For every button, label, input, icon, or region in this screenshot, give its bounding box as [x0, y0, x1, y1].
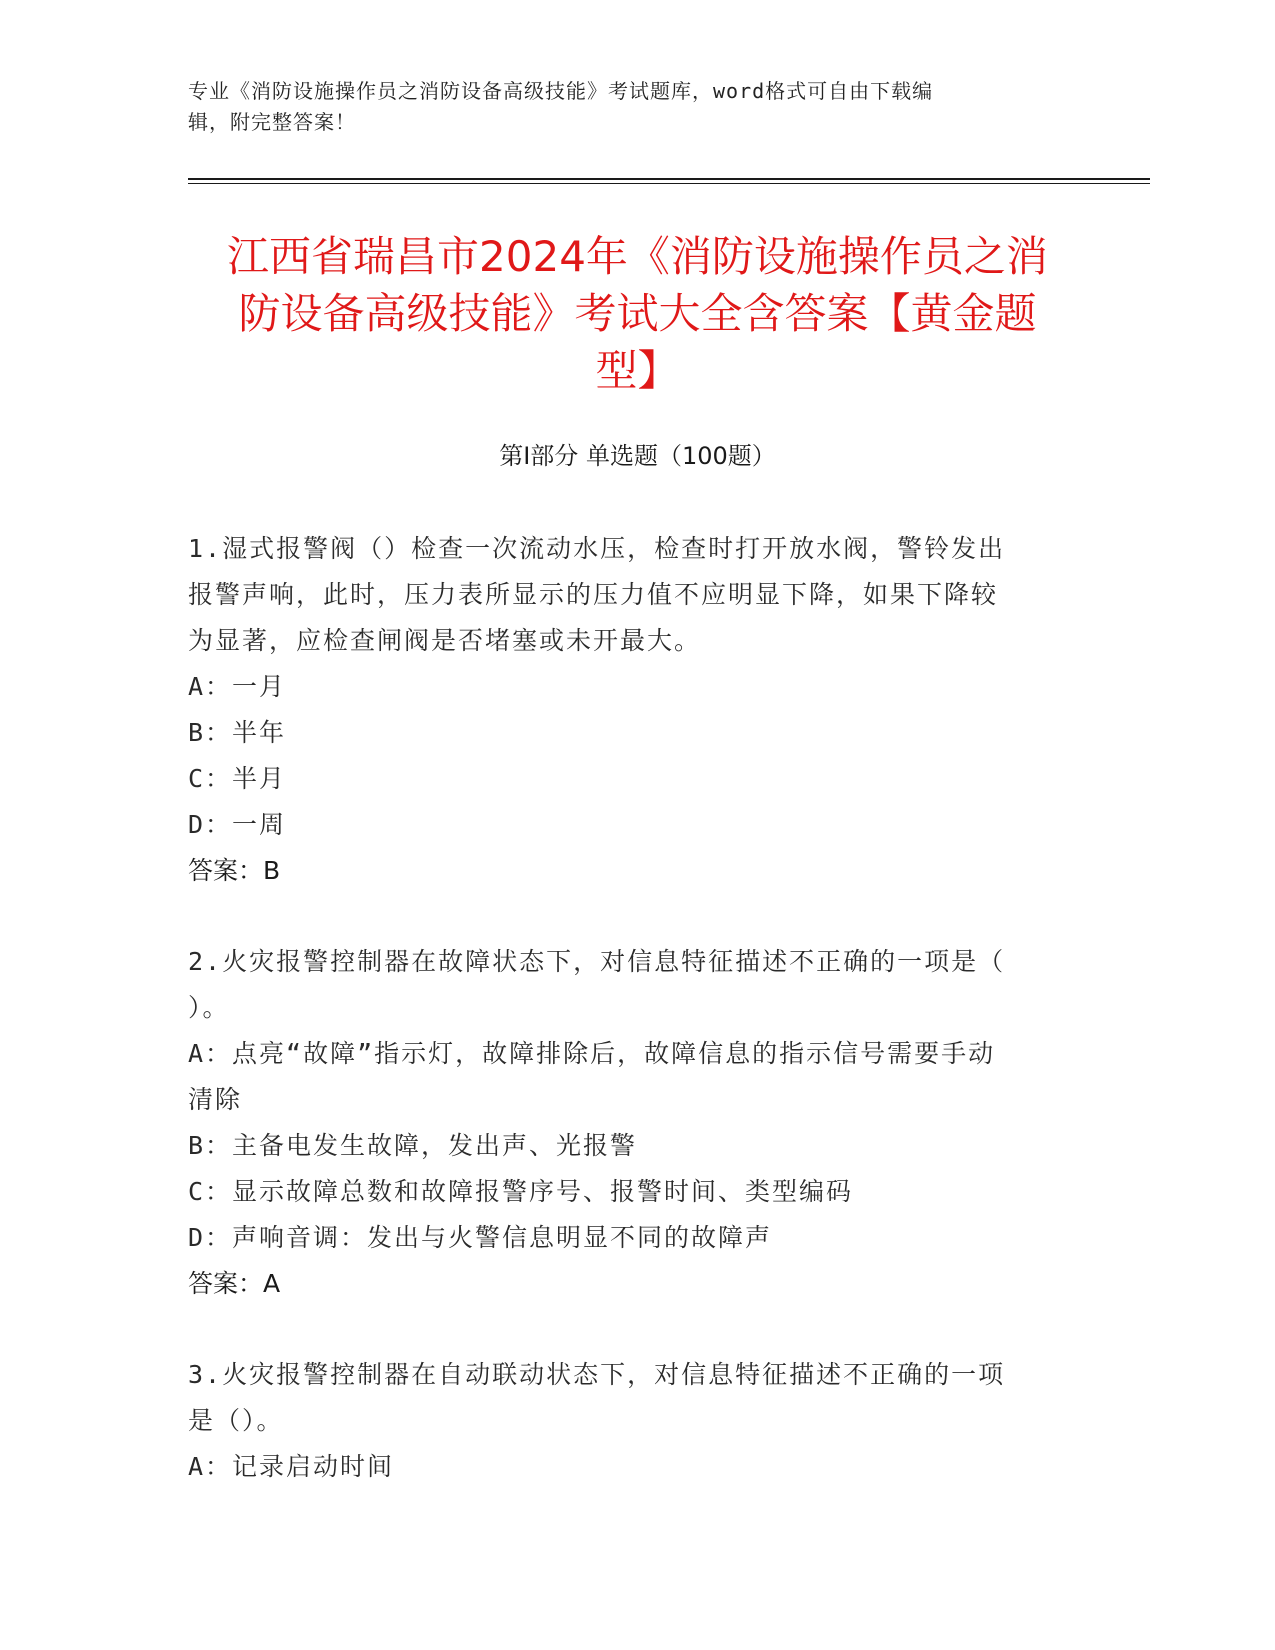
- header-divider: [188, 178, 1150, 180]
- option-a: A：记录启动时间: [188, 1452, 395, 1481]
- header-note-line: 专业《消防设施操作员之消防设备高级技能》考试题库，word格式可自由下载编: [188, 79, 934, 103]
- question-stem-line: 2.火灾报警控制器在故障状态下，对信息特征描述不正确的一项是（: [188, 947, 1006, 976]
- question-2: [188, 939, 1068, 1307]
- question-stem-line: 3.火灾报警控制器在自动联动状态下，对信息特征描述不正确的一项: [188, 1360, 1006, 1389]
- question-stem-line: 是（）。: [188, 1406, 284, 1435]
- title-line: 防设备高级技能》考试大全含答案【黄金题: [238, 289, 1037, 338]
- question-stem-line: 报警声响，此时，压力表所显示的压力值不应明显下降，如果下降较: [188, 580, 999, 609]
- question-1: [188, 526, 1068, 894]
- question-stem-line: 为显著，应检查闸阀是否堵塞或未开最大。: [188, 626, 702, 655]
- header-note: [188, 76, 1068, 138]
- question-3: [188, 1352, 1068, 1490]
- header-divider-thin: [188, 183, 1150, 184]
- question-stem-line: ）。: [188, 993, 230, 1022]
- option-c: C：半月: [188, 764, 287, 793]
- title-line: 型】: [595, 346, 680, 395]
- option-c: C：显示故障总数和故障报警序号、报警时间、类型编码: [188, 1177, 854, 1206]
- option-a: A：点亮“故障”指示灯，故障排除后，故障信息的指示信号需要手动: [188, 1039, 996, 1068]
- document-title: [170, 228, 1105, 399]
- option-a: A：一月: [188, 672, 287, 701]
- header-note-line: 辑，附完整答案！: [188, 110, 356, 134]
- question-stem-line: 1.湿式报警阀（）检查一次流动水压，检查时打开放水阀，警铃发出: [188, 534, 1006, 563]
- option-b: B：主备电发生故障，发出声、光报警: [188, 1131, 638, 1160]
- option-d: D：声响音调：发出与火警信息明显不同的故障声: [188, 1223, 773, 1252]
- option-a-continued: 清除: [188, 1085, 243, 1114]
- question-list: [188, 526, 1068, 1535]
- answer-label: 答案：B: [188, 856, 281, 885]
- title-line: 江西省瑞昌市2024年《消防设施操作员之消: [227, 232, 1048, 281]
- section-title: 第Ⅰ部分 单选题（100题）: [499, 442, 776, 470]
- option-b: B：半年: [188, 718, 287, 747]
- answer-label: 答案：A: [188, 1269, 281, 1298]
- option-d: D：一周: [188, 810, 287, 839]
